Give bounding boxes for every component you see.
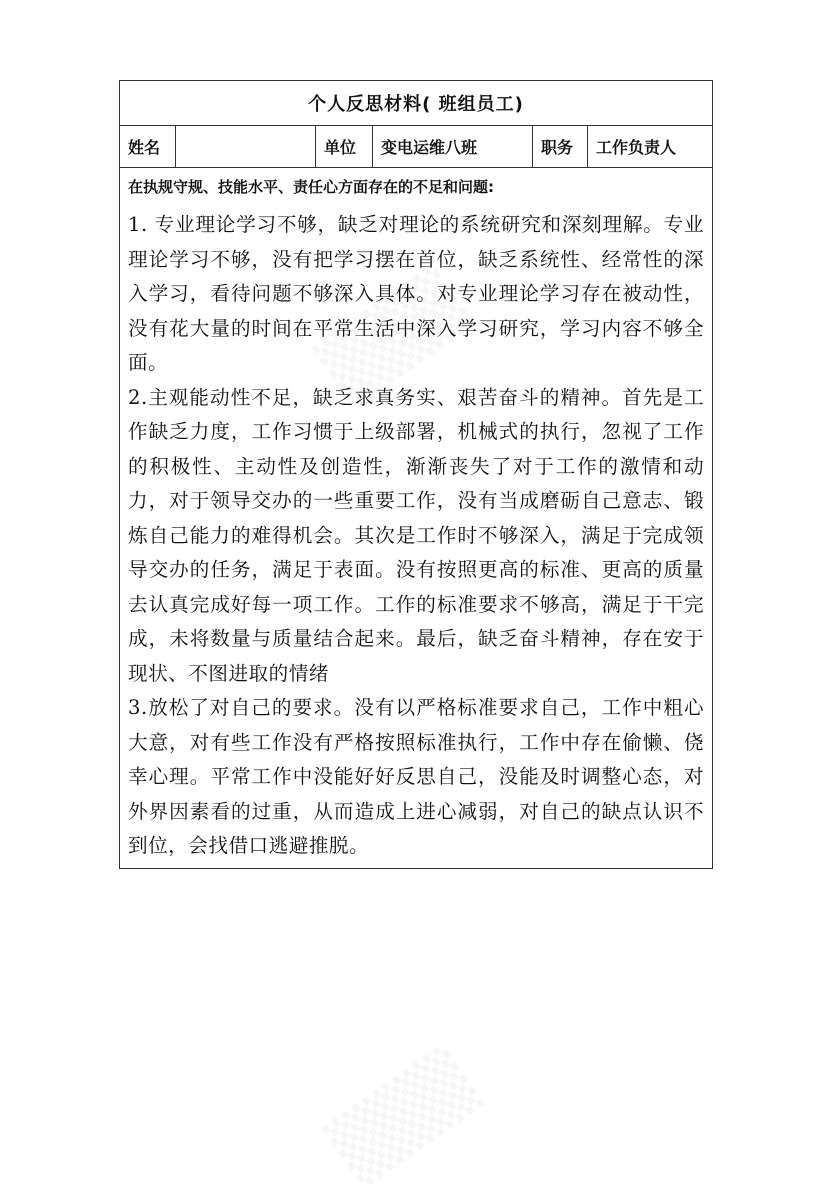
form-title: 个人反思材料( 班组员工) bbox=[120, 81, 713, 126]
paragraph-3: 3.放松了对自己的要求。没有以严格标准要求自己，工作中粗心大意，对有些工作没有严格按照标准执行，工作中存在偷懒、侥幸心理。平常工作中没能好好反思自己，没能及时调整心态，对外界因素看的过重，从而造成上进心减弱，对自己的缺点认识不到位，会找借口逃避推脱。 bbox=[128, 696, 705, 857]
reflection-form-table bbox=[119, 80, 713, 869]
name-label: 姓名 bbox=[120, 126, 176, 168]
paragraph-2: 2.主观能动性不足，缺乏求真务实、艰苦奋斗的精神。首先是工作缺乏力度，工作习惯于上级部署，机械式的执行，忽视了工作的积极性、主动性及创造性，渐渐丧失了对于工作的激情和动力，对于领导交办的一些重要工作，没有当成磨砺自己意志、锻炼自己能力的难得机会。其次是工作时不够深入，满足于完成领导交办的任务，满足于表面。没有按照更高的标准、更高的质量去认真完成好每一项工作。工作的标准要求不够高，满足于干完成，未将数量与质量结合起来。最后，缺乏奋斗精神，存在安于现状、不图进取的情绪 bbox=[128, 385, 705, 685]
reflection-body bbox=[120, 168, 713, 869]
info-row bbox=[120, 126, 713, 168]
position-value: 工作负责人 bbox=[588, 126, 713, 168]
watermark-graphic-bottom bbox=[322, 1044, 485, 1189]
paragraph-1: 1. 专业理论学习不够，缺乏对理论的系统研究和深刻理解。专业理论学习不够，没有把学习摆在首位，缺乏系统性、经常性的深入学习，看待问题不够深入具体。对专业理论学习存在被动性，没有花大量的时间在平常生活中深入学习研究，学习内容不够全面。 bbox=[128, 213, 705, 374]
unit-value: 变电运维八班 bbox=[373, 126, 533, 168]
position-label: 职务 bbox=[533, 126, 588, 168]
unit-label: 单位 bbox=[316, 126, 373, 168]
name-value[interactable] bbox=[176, 126, 316, 168]
section-heading: 在执规守规、技能水平、责任心方面存在的不足和问题: bbox=[128, 178, 495, 196]
